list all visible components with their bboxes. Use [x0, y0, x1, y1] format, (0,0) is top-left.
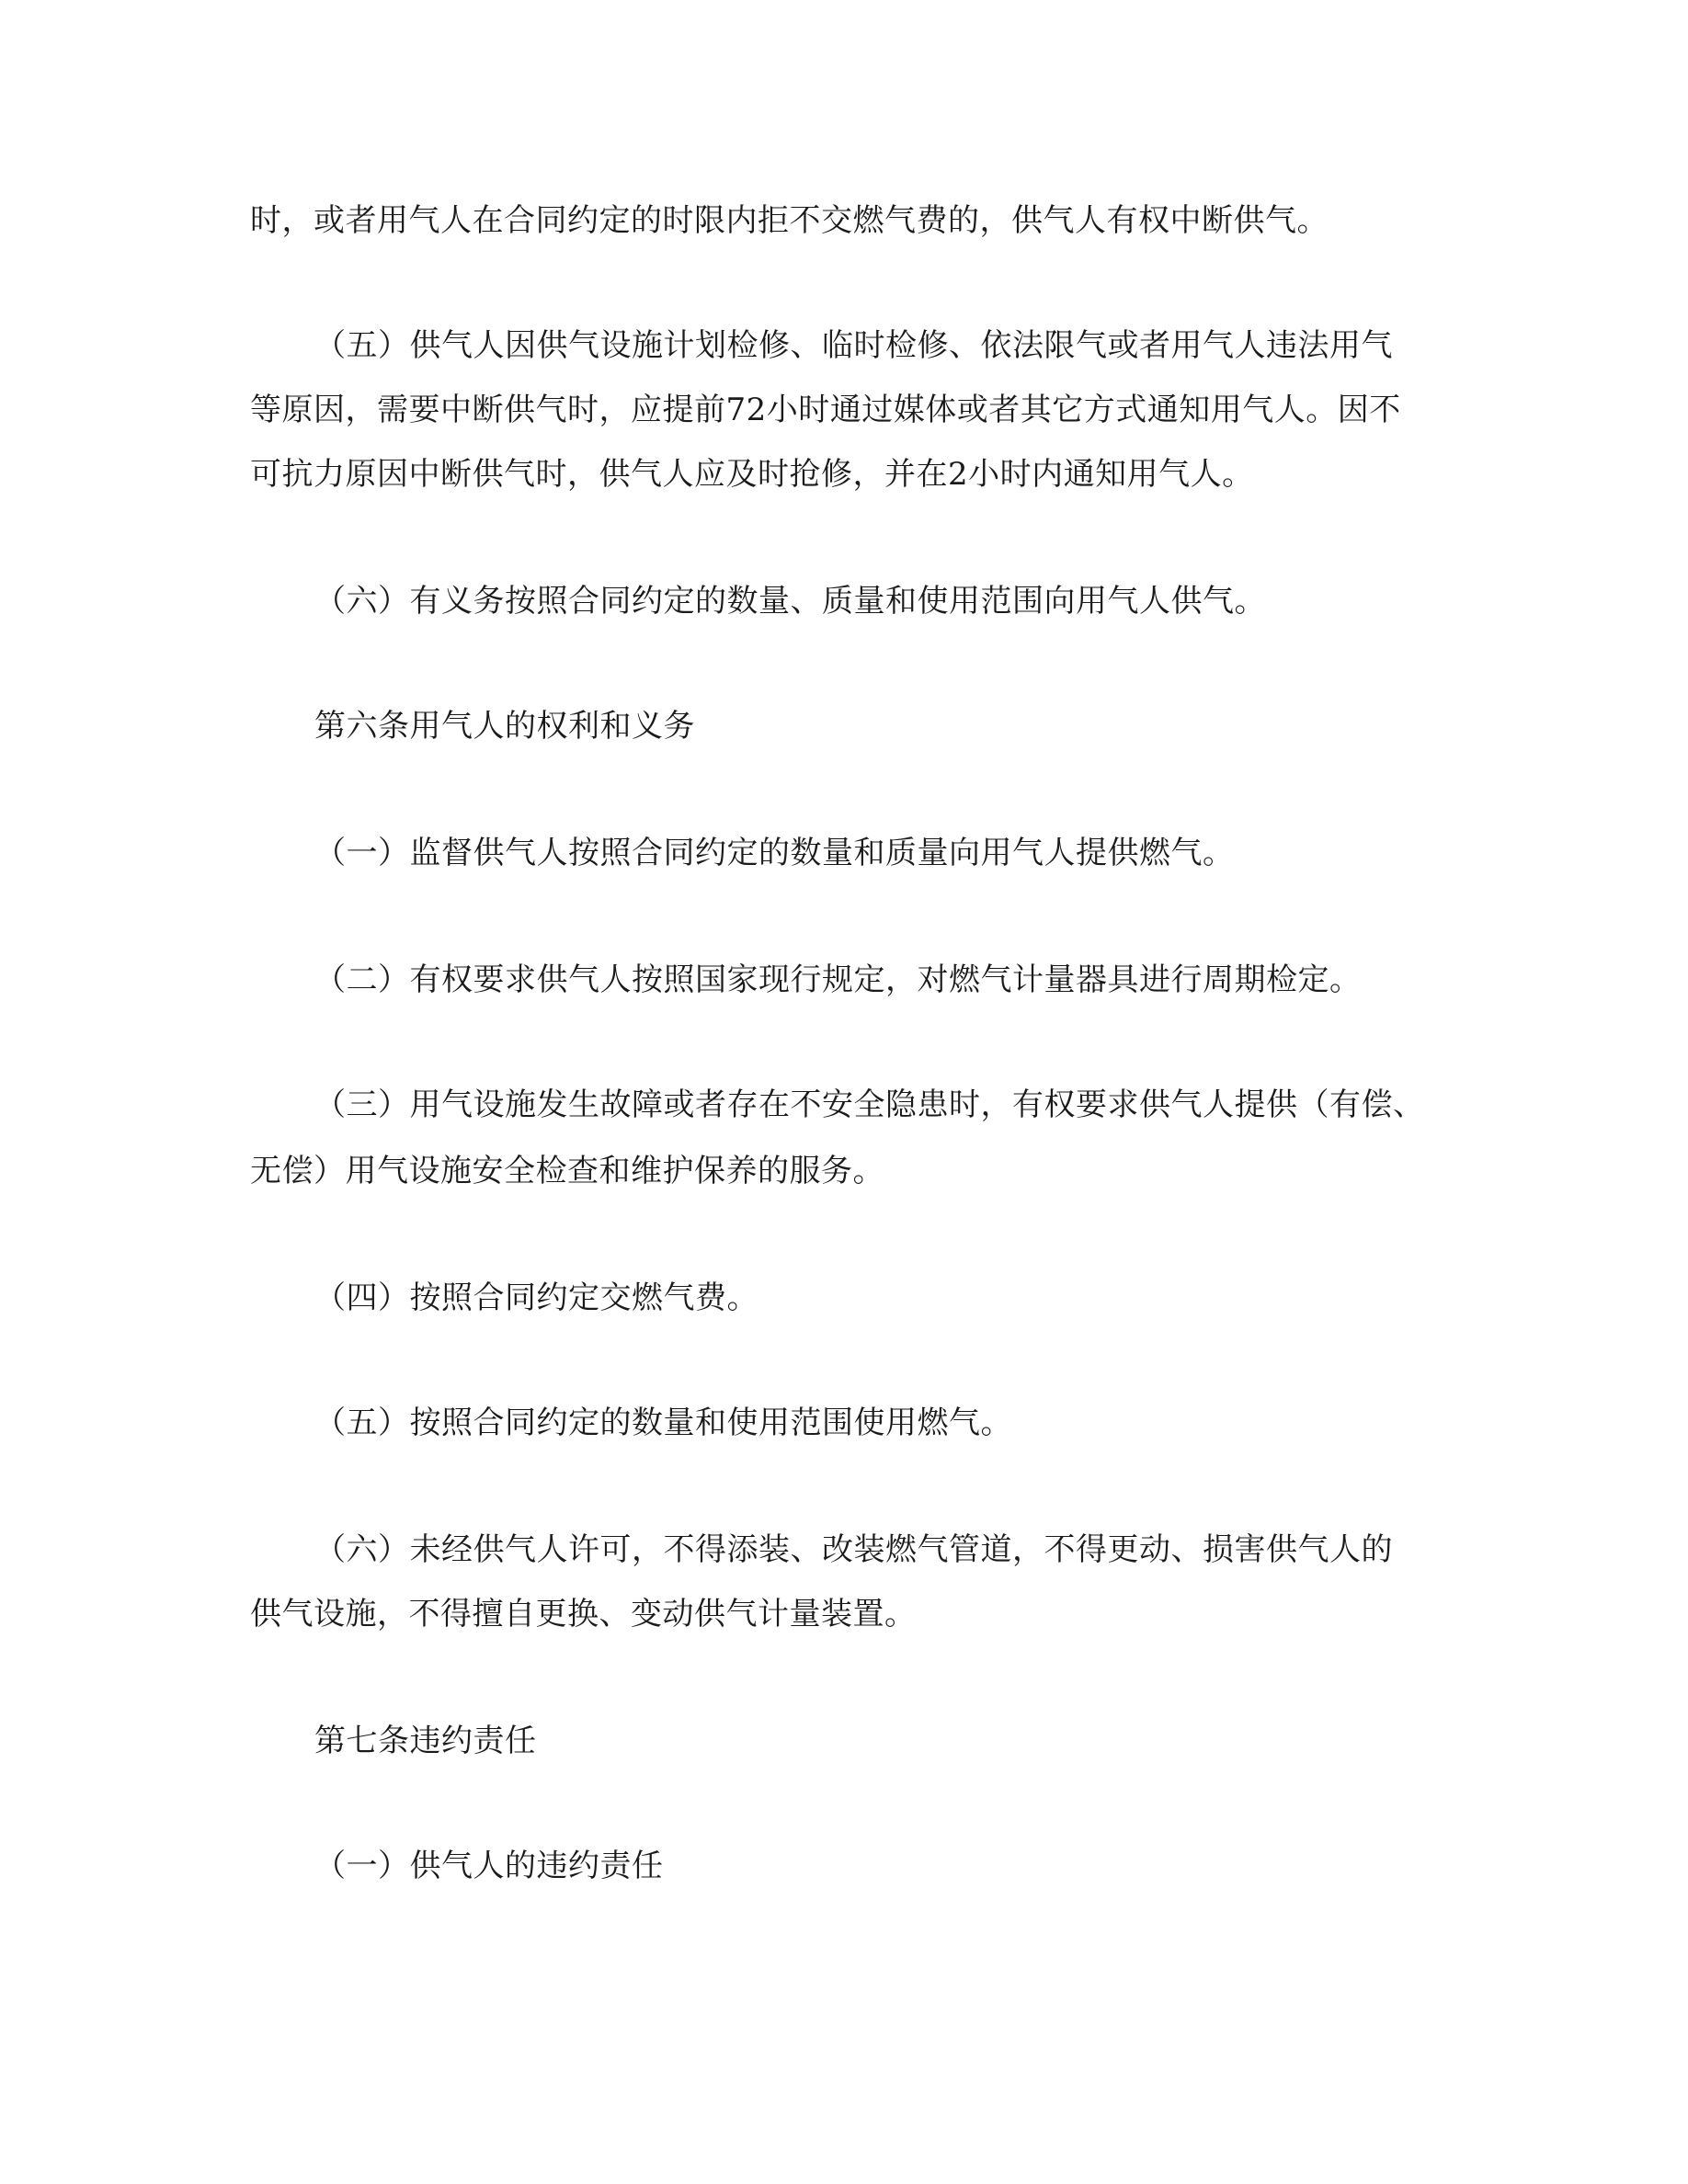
paragraph-line: （六）未经供气人许可，不得添装、改装燃气管道，不得更动、损害供气人的 — [314, 1531, 1393, 1568]
paragraph-line: （一）监督供气人按照合同约定的数量和质量向用气人提供燃气。 — [314, 835, 1235, 871]
paragraph-line: 时，或者用气人在合同约定的时限内拒不交燃气费的，供气人有权中断供气。 — [250, 202, 1329, 239]
paragraph-line: 可抗力原因中断供气时，供气人应及时抢修，并在2小时内通知用气人。 — [250, 456, 1254, 493]
paragraph-line: 供气设施，不得擅自更换、变动供气计量装置。 — [250, 1596, 917, 1632]
paragraph-line: （五）供气人因供气设施计划检修、临时检修、依法限气或者用气人违法用气 — [314, 327, 1393, 364]
paragraph-line: （一）供气人的违约责任 — [314, 1848, 664, 1884]
paragraph-line: （三）用气设施发生故障或者存在不安全隐患时，有权要求供气人提供（有偿、 — [314, 1086, 1425, 1123]
paragraph-line: （五）按照合同约定的数量和使用范围使用燃气。 — [314, 1405, 1012, 1441]
paragraph-line: 等原因，需要中断供气时，应提前72小时通过媒体或者其它方式通知用气人。因不 — [250, 392, 1401, 428]
paragraph-line: （六）有义务按照合同约定的数量、质量和使用范围向用气人供气。 — [314, 583, 1266, 620]
paragraph-line: 无偿）用气设施安全检查和维护保养的服务。 — [250, 1153, 884, 1189]
section-heading: 第七条违约责任 — [314, 1723, 537, 1759]
paragraph-line: （二）有权要求供气人按照国家现行规定，对燃气计量器具进行周期检定。 — [314, 961, 1362, 998]
section-heading: 第六条用气人的权利和义务 — [314, 708, 695, 745]
paragraph-line: （四）按照合同约定交燃气费。 — [314, 1280, 758, 1316]
